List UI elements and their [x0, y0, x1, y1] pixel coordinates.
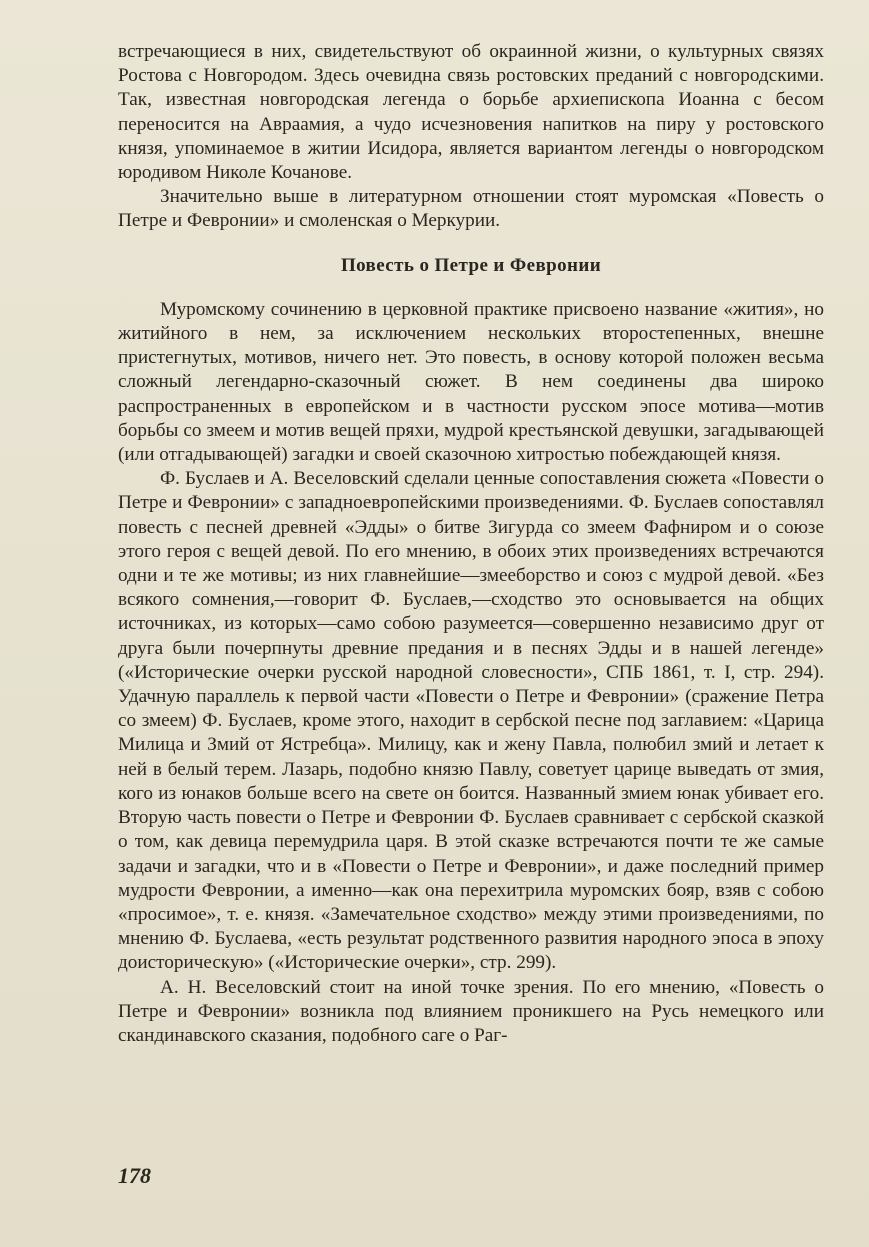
paragraph-2: Значительно выше в литературном отношении стоят муромская «Повесть о Петре и Февронии» и смоленская о Меркурии. [118, 186, 824, 232]
paragraph-4: Ф. Буслаев и А. Веселовский сделали ценные сопоставления сюжета «Повести о Петре и Февронии» с западноевропейскими произведениями. Ф. Буслаев сопоставлял повесть с песней древней «Эдды» о битве Зигурда со змеем Фафниром и о союзе этого героя с вещей девой. По его мнению, в обоих этих произведениях встречаются одни и те же мотивы; из них главнейшие—змееборство и союз с мудрой девой. «Без всякого сомнения,—говорит Ф. Буслаев,—сходство это основывается на общих источниках, из которых—само собою разумеется—совершенно независимо друг от друга были почерпнуты древние предания и в песнях Эдды и в нашей легенде» («Исторические очерки русской народной словесности», СПБ 1861, т. I, стр. 294). Удачную параллель к первой части «Повести о Петре и Февронии» (сражение Петра со змеем) Ф. Буслаев, кроме этого, находит в сербской песне под заглавием: «Царица Милица и Змий от Ястребца». Милицу, как и жену Павла, полюбил змий и летает к ней в белый терем. Лазарь, подобно князю Павлу, советует царице выведать от змия, кого из юнаков больше всего на свете он боится. Названный змием юнак убивает его. Вторую часть повести о Петре и Февронии Ф. Буслаев сравнивает с сербской сказкой о том, как девица перемудрила царя. В этой сказке встречаются почти те же самые задачи и загадки, что и в «Повести о Петре и Февронии», и даже последний пример мудрости Февронии, а именно—как она перехитрила муромских бояр, взяв с собою «просимое», т. е. князя. «Замечательное сходство» между этими произведениями, по мнению Ф. Буслаева, «есть результат родственного развития народного эпоса в эпоху доисторическую» («Исторические очерки», стр. 299). [118, 468, 824, 974]
paragraph-3: Муромскому сочинению в церковной практике присвоено название «жития», но житийного в нем, за исключением нескольких второстепенных, внешне пристегнутых, мотивов, ничего нет. Это повесть, в основу которой положен весьма сложный легендарно-сказочный сюжет. В нем соединены два широко распространенных в европейском и в частности русском эпосе мотива—мотив борьбы со змеем и мотив вещей пряхи, мудрой крестьянской девушки, загадывающей (или отгадывающей) загадки и своей сказочною хитростью побеждающей князя. [118, 298, 824, 466]
paragraph-5: А. Н. Веселовский стоит на иной точке зрения. По его мнению, «Повесть о Петре и Февронии» возникла под влиянием проникшего на Русь немецкого или скандинавского сказания, подобного саге о Раг- [118, 976, 824, 1046]
paragraph-1: встречающиеся в них, свидетельствуют об окраинной жизни, о культурных связях Ростова с Новгородом. Здесь очевидна связь ростовских преданий с новгородскими. Так, известная новгородская легенда о борьбе архиепископа Иоанна с бесом переносится на Авраамия, а чудо исчезновения напитков на пиру у ростовского князя, упоминаемое в житии Исидора, является вариантом легенды о новгородском юродивом Николе Кочанове. [118, 41, 824, 184]
page-text [118, 40, 824, 1048]
page-number: 178 [118, 1163, 151, 1188]
section-heading: Повесть о Петре и Февронии [340, 254, 602, 276]
